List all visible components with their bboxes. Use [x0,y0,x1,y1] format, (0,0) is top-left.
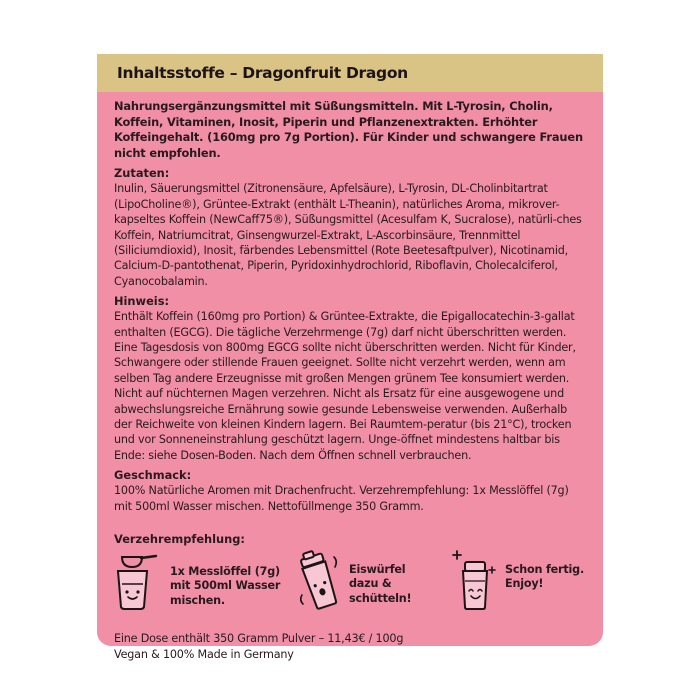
scoop-cup-icon [114,553,160,611]
usage-heading: Verzehrempfehlung: [114,532,245,547]
usage-steps [114,547,586,625]
card-title: Inhaltsstoffe – Dragonfruit Dragon [117,64,408,82]
footer-vegan-line: Vegan & 100% Made in Germany [114,647,294,661]
notice-heading: Hinweis: [114,294,170,309]
ingredients-text: Inulin, Säuerungsmittel (Zitronensäure, Apfelsäure), L-Tyrosin, DL-Cholinbitartrat (LipoCholine®), Grüntee-Extrakt (enthält L-Theanin), natürliches Aroma, mikrover-kapseltes Koffein (NewCaff75®), Süßungsmittel (Acesulfam K, Sucralose), natürli-ches Koffein, Natriumcitrat, Ginsengwurzel-Extrakt, L-Ascorbinsäure, Trennmittel (Siliciumdioxid), Inosit, färbendes Lebensmittel (Rote Beetesaftpulver), Nicotinamid, Calcium-D-pantothenat, Piperin, Pyridoxinhydrochlorid, Riboflavin, Cholecalciferol, Cyanocobalamin. [114,182,582,288]
taste-text: 100% Natürliche Aromen mit Drachenfrucht. Verzehrempfehlung: 1x Messlöffel (7g) mit 500ml Wasser mischen. Nettofüllmenge 350 Gramm. [114,484,569,513]
shaking-shaker-icon [297,547,343,611]
ingredients-card [97,54,603,661]
notice-text: Enthält Koffein (160mg pro Portion) & Grüntee-Extrakte, die Epigallocatechin-3-gallat enthalten (EGCG). Die tägliche Verzehrmenge (7g) darf nicht überschritten werden. Eine Tagesdosis von 800mg EGCG sollte nicht überschritten werden. Nicht für Kinder, Schwangere oder stillende Frauen geeignet. Sollte nicht verzehrt werden, wenn am selben Tag andere Erzeugnisse mit großen Mengen grünem Tee konsumiert werden. Nicht auf nüchternen Magen verzehren. Nicht als Ersatz für eine ausgewogene und abwechslungsreiche Ernährung sowie gesunde Lebensweise verwenden. Außerhalb der Reichweite von kleinen Kindern lagern. Bei Raumtem-peratur (bis 21°C), trocken und vor Sonneneinstrahlung geschützt lagern. Unge-öffnet mindestens haltbar bis Ende: siehe Dosen-Boden. Nach dem Öffnen schnell verbrauchen. [114,310,576,462]
card-header [97,54,603,92]
usage-step-2 [297,547,429,611]
usage-step-1-text: 1x Messlöffel (7g) mit 500ml Wasser mischen. [170,565,281,607]
footer-price-line: Eine Dose enthält 350 Gramm Pulver – 11,43€ / 100g [114,632,404,646]
usage-step-3 [449,549,595,611]
footer [114,631,586,662]
usage-step-3-text: Schon fertig. Enjoy! [505,563,585,591]
taste-heading: Geschmack: [114,468,192,483]
intro-text: Nahrungsergänzungsmittel mit Süßungsmitteln. Mit L-Tyrosin, Cholin, Koffein, Vitaminen, Inosit, Piperin und Pflanzenextrakten. Erhöhter Koffeingehalt. (160mg pro 7g Portion). Für Kinder und schwangere Frauen nicht empfohlen. [114,99,583,160]
usage-step-1 [114,553,288,611]
happy-shaker-icon [449,549,499,611]
ingredients-heading: Zutaten: [114,166,170,181]
usage-step-2-text: Eiswürfel dazu & schütteln! [349,563,412,605]
card-content [97,92,603,662]
